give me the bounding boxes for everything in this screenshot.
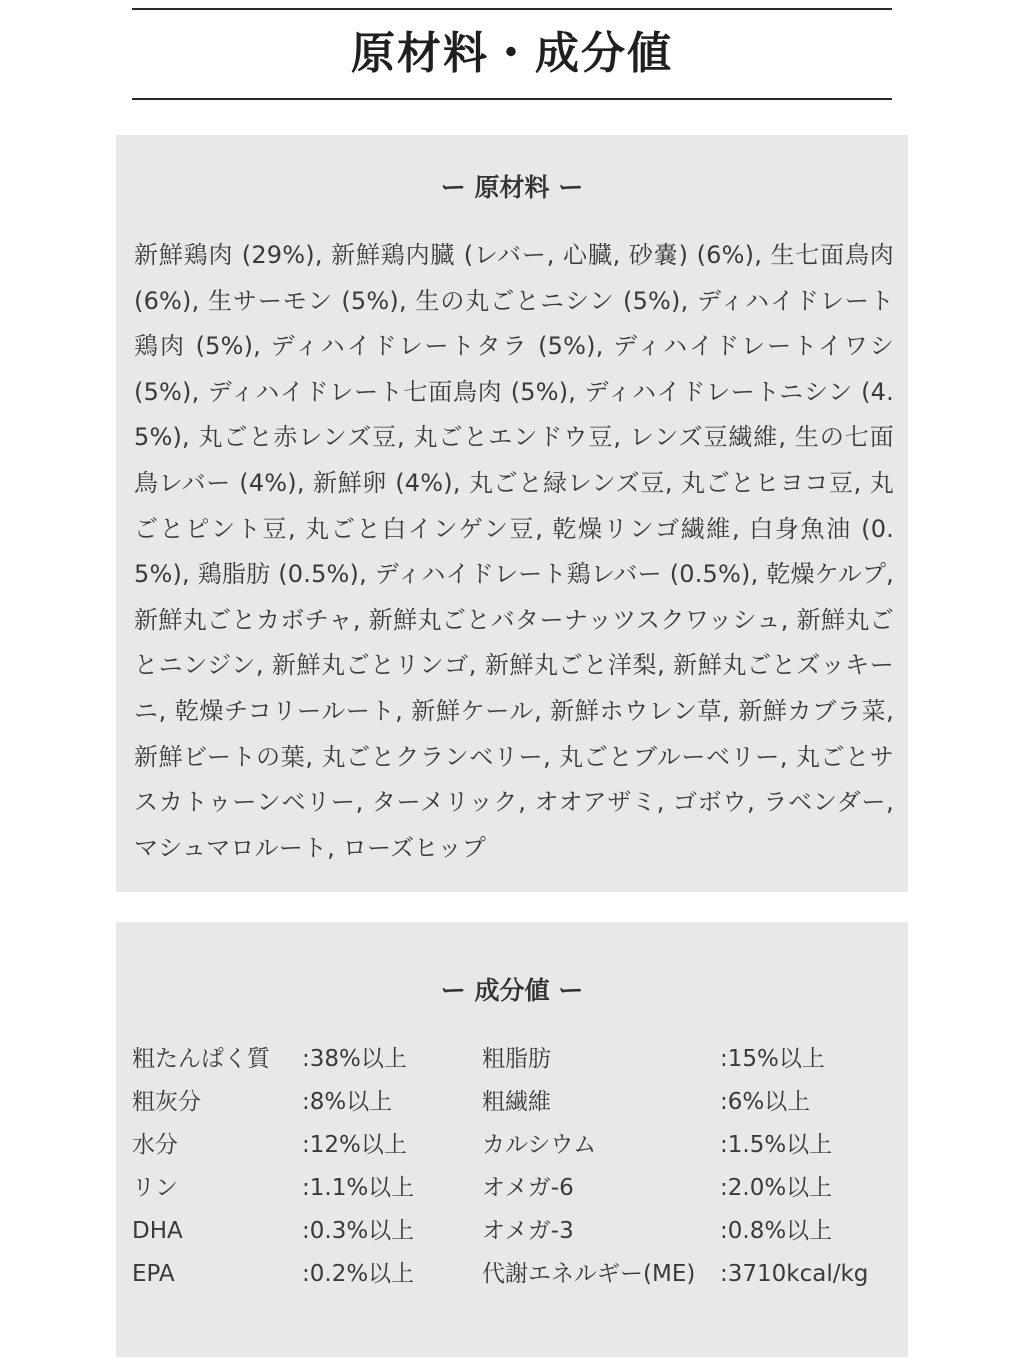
nutrient-table [132, 1038, 902, 1296]
nutrient-value: :0.2%以上 [302, 1261, 415, 1287]
nutrient-value: :1.5%以上 [720, 1132, 833, 1158]
nutrient-name: EPA [132, 1261, 175, 1287]
nutrient-value: :6%以上 [720, 1089, 811, 1115]
nutrient-name: オメガ-6 [482, 1175, 574, 1201]
nutrient-row [132, 1124, 902, 1167]
nutrient-name: オメガ-3 [482, 1218, 574, 1244]
nutrient-name: DHA [132, 1218, 183, 1244]
nutrient-value: :3710kcal/kg [720, 1261, 869, 1287]
nutrient-name: カルシウム [482, 1132, 597, 1158]
nutrient-value: :8%以上 [302, 1089, 393, 1115]
nutrient-value: :12%以上 [302, 1132, 407, 1158]
nutrient-name: 粗繊維 [482, 1089, 551, 1115]
nutrient-name: 粗脂肪 [482, 1046, 551, 1072]
nutrient-row [132, 1253, 902, 1296]
ingredients-heading: ー 原材料 ー [440, 173, 584, 202]
nutrient-row [132, 1038, 902, 1081]
page-title: 原材料・成分値 [351, 28, 673, 79]
nutrient-value: :38%以上 [302, 1046, 407, 1072]
nutrient-name: 粗灰分 [132, 1089, 201, 1115]
ingredients-panel [116, 135, 908, 892]
nutrient-value: :0.8%以上 [720, 1218, 833, 1244]
nutrient-name: 水分 [132, 1132, 178, 1158]
analysis-panel [116, 922, 908, 1357]
nutrient-name: 粗たんぱく質 [132, 1046, 270, 1072]
nutrient-row [132, 1081, 902, 1124]
ingredients-list: 新鮮鶏肉 (29%), 新鮮鶏内臓 (レバー, 心臓, 砂嚢) (6%), 生七面鳥肉 (6%), 生サーモン (5%), 生の丸ごとニシン (5%), ディハイドレート鶏肉 (5%), ディハイドレートタラ (5%), ディハイドレートイワシ (5%), ディハイドレート七面鳥肉 (5%), ディハイドレートニシン (4.5%), 丸ごと赤レンズ豆, 丸ごとエンドウ豆, レンズ豆繊維, 生の七面鳥レバー (4%), 新鮮卵 (4%), 丸ごと緑レンズ豆, 丸ごとヒヨコ豆, 丸ごとピント豆, 丸ごと白インゲン豆, 乾燥リンゴ繊維, 白身魚油 (0.5%), 鶏脂肪 (0.5%), ディハイドレート鶏レバー (0.5%), 乾燥ケルプ, 新鮮丸ごとカボチャ, 新鮮丸ごとバターナッツスクワッシュ, 新鮮丸ごとニンジン, 新鮮丸ごとリンゴ, 新鮮丸ごと洋梨, 新鮮丸ごとズッキーニ, 乾燥チコリールート, 新鮮ケール, 新鮮ホウレン草, 新鮮カブラ菜, 新鮮ビートの葉, 丸ごとクランベリー, 丸ごとブルーベリー, 丸ごとサスカトゥーンベリー, ターメリック, オオアザミ, ゴボウ, ラベンダー, マシュマロルート, ローズヒップ [134, 241, 894, 862]
nutrient-value: :2.0%以上 [720, 1175, 833, 1201]
nutrient-row [132, 1167, 902, 1210]
nutrient-value: :1.1%以上 [302, 1175, 415, 1201]
top-divider [132, 8, 892, 10]
nutrient-row [132, 1210, 902, 1253]
nutrient-name: リン [132, 1175, 178, 1201]
nutrient-value: :15%以上 [720, 1046, 825, 1072]
nutrient-value: :0.3%以上 [302, 1218, 415, 1244]
analysis-heading: ー 成分値 ー [440, 976, 584, 1005]
title-divider [132, 98, 892, 100]
nutrient-name: 代謝エネルギー(ME) [482, 1261, 696, 1287]
